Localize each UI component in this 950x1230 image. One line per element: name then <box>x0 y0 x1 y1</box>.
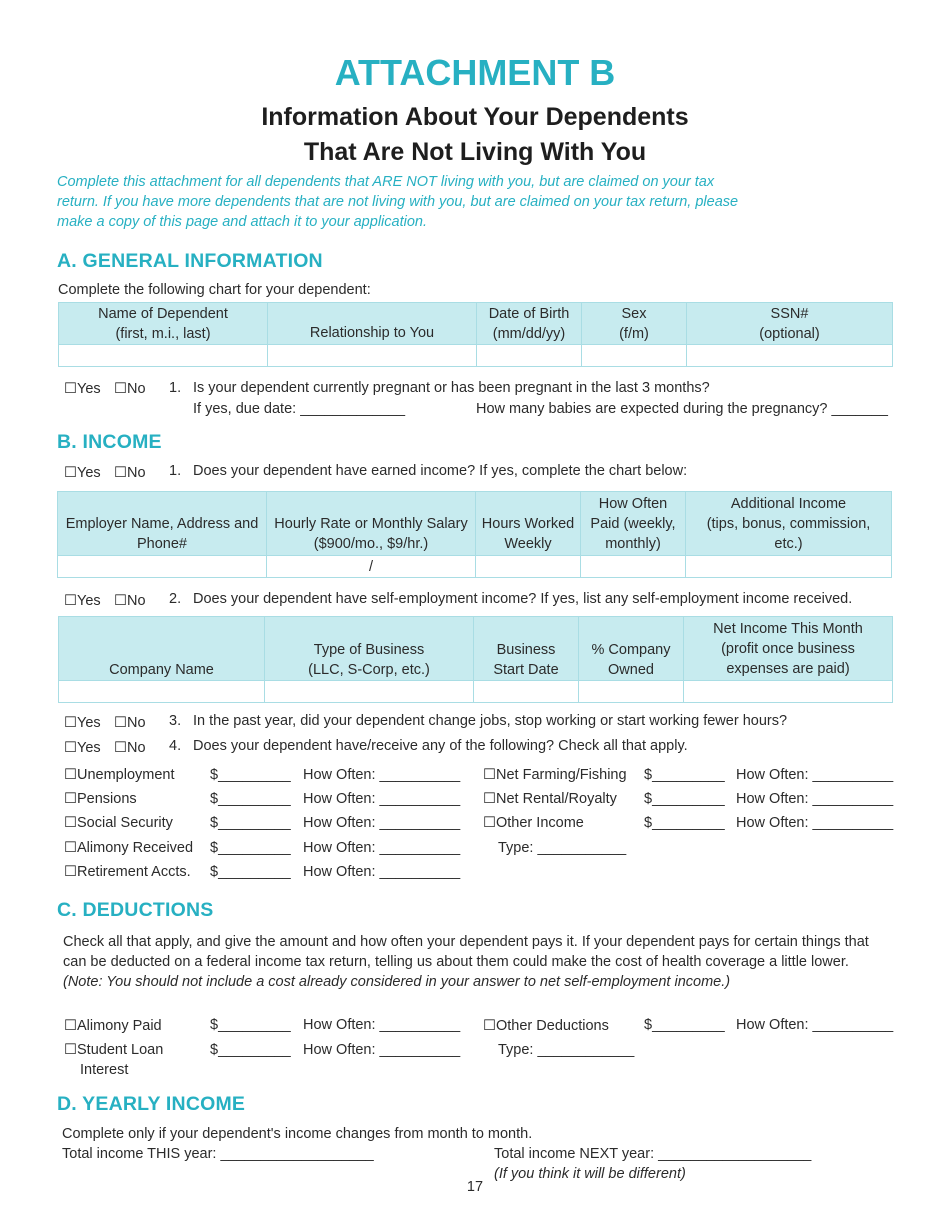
deductions-instructions: Check all that apply, and give the amount and how often your dependent pays it. If your dependent pays for certain things that can be deducted on a federal income tax return, telling us about them could make the cost of health coverage a little lower. (Note: You should not include a cost already considered in your answer to net self-employment income.) <box>63 934 869 990</box>
sex-cell[interactable] <box>582 345 687 367</box>
earned-income-table <box>57 491 892 578</box>
col-net-income: Net Income This Month (profit once business expenses are paid) <box>684 617 893 681</box>
other-income-checkbox[interactable]: ☐ Other Income <box>483 815 584 831</box>
b-q1-number: 1. <box>169 463 182 479</box>
col-employer: Employer Name, Address and Phone# <box>58 492 267 556</box>
how-often-cell[interactable] <box>581 556 686 578</box>
business-type-cell[interactable] <box>265 681 474 703</box>
a-q1-no-checkbox[interactable]: ☐ No <box>114 381 146 397</box>
dependent-info-table <box>58 302 893 367</box>
attachment-title: ATTACHMENT B <box>334 52 616 93</box>
section-d-heading: D. YEARLY INCOME <box>57 1093 246 1115</box>
alimony-received-amount[interactable]: $_________ <box>210 840 291 856</box>
deductions-note: (Note: You should not include a cost already considered in your answer to net self-employment income.) <box>63 974 731 990</box>
b-q1-yes-checkbox[interactable]: ☐ Yes <box>64 465 101 481</box>
pensions-how-often[interactable]: How Often: __________ <box>303 791 461 807</box>
other-deductions-type[interactable]: Type: ____________ <box>498 1042 635 1058</box>
a-q1-number: 1. <box>169 380 182 396</box>
page-number: 17 <box>466 1179 484 1195</box>
b-q4-question: Does your dependent have/receive any of the following? Check all that apply. <box>193 738 688 754</box>
alimony-paid-amount[interactable]: $_________ <box>210 1017 291 1033</box>
net-income-cell[interactable] <box>684 681 893 703</box>
social-security-how-often[interactable]: How Often: __________ <box>303 815 461 831</box>
social-security-amount[interactable]: $_________ <box>210 815 291 831</box>
retirement-accts-how-often[interactable]: How Often: __________ <box>303 864 461 880</box>
income-next-year-field[interactable]: Total income NEXT year: ___________________ <box>494 1146 812 1162</box>
dependent-name-cell[interactable] <box>59 345 268 367</box>
student-loan-label-line2: Interest <box>80 1062 129 1078</box>
b-q4-yes-checkbox[interactable]: ☐ Yes <box>64 740 101 756</box>
b-q3-question: In the past year, did your dependent change jobs, stop working or start working fewer hours? <box>193 713 788 729</box>
pensions-amount[interactable]: $_________ <box>210 791 291 807</box>
due-date-field[interactable]: If yes, due date: _____________ <box>193 401 406 417</box>
col-hours-worked: Hours Worked Weekly <box>476 492 581 556</box>
net-farming-how-often[interactable]: How Often: __________ <box>736 767 894 783</box>
page-subtitle-line2: That Are Not Living With You <box>303 138 647 166</box>
b-q1-question: Does your dependent have earned income? If yes, complete the chart below: <box>193 463 688 479</box>
unemployment-amount[interactable]: $_________ <box>210 767 291 783</box>
alimony-received-checkbox[interactable]: ☐ Alimony Received <box>64 840 193 856</box>
alimony-received-how-often[interactable]: How Often: __________ <box>303 840 461 856</box>
student-loan-amount[interactable]: $_________ <box>210 1042 291 1058</box>
other-income-amount[interactable]: $_________ <box>644 815 725 831</box>
net-farming-checkbox[interactable]: ☐ Net Farming/Fishing <box>483 767 627 783</box>
babies-expected-field[interactable]: How many babies are expected during the pregnancy? _______ <box>476 401 888 417</box>
intro-instructions: Complete this attachment for all dependents that ARE NOT living with you, but are claimed on your tax return. If you have more dependents that are not living with you, but are claimed on your tax return, please make a copy of this page and attach it to your application. <box>57 174 739 230</box>
relationship-cell[interactable] <box>268 345 477 367</box>
net-rental-checkbox[interactable]: ☐ Net Rental/Royalty <box>483 791 617 807</box>
col-sex: Sex (f/m) <box>582 303 687 345</box>
hours-cell[interactable] <box>476 556 581 578</box>
dob-cell[interactable] <box>477 345 582 367</box>
additional-income-cell[interactable] <box>686 556 892 578</box>
net-farming-amount[interactable]: $_________ <box>644 767 725 783</box>
next-year-note: (If you think it will be different) <box>494 1166 686 1182</box>
a-q1-question: Is your dependent currently pregnant or has been pregnant in the last 3 months? <box>193 380 710 396</box>
net-rental-how-often[interactable]: How Often: __________ <box>736 791 894 807</box>
page-subtitle-line1: Information About Your Dependents <box>261 103 689 131</box>
col-percent-owned: % Company Owned <box>579 617 684 681</box>
b-q4-number: 4. <box>169 738 182 754</box>
b-q4-no-checkbox[interactable]: ☐ No <box>114 740 146 756</box>
col-relationship: Relationship to You <box>268 303 477 345</box>
a-q1-yes-checkbox[interactable]: ☐ Yes <box>64 381 101 397</box>
b-q1-no-checkbox[interactable]: ☐ No <box>114 465 146 481</box>
col-type-of-business: Type of Business (LLC, S-Corp, etc.) <box>265 617 474 681</box>
percent-owned-cell[interactable] <box>579 681 684 703</box>
student-loan-how-often[interactable]: How Often: __________ <box>303 1042 461 1058</box>
rate-slash: / <box>368 558 374 575</box>
col-name-of-dependent: Name of Dependent (first, m.i., last) <box>59 303 268 345</box>
b-q2-question: Does your dependent have self-employment income? If yes, list any self-employment income received. <box>193 591 853 607</box>
other-income-how-often[interactable]: How Often: __________ <box>736 815 894 831</box>
section-d-lead: Complete only if your dependent's income changes from month to month. <box>62 1126 533 1142</box>
b-q2-no-checkbox[interactable]: ☐ No <box>114 593 146 609</box>
unemployment-checkbox[interactable]: ☐ Unemployment <box>64 767 175 783</box>
other-deductions-checkbox[interactable]: ☐ Other Deductions <box>483 1018 609 1034</box>
retirement-accts-checkbox[interactable]: ☐ Retirement Accts. <box>64 864 191 880</box>
net-rental-amount[interactable]: $_________ <box>644 791 725 807</box>
section-a-lead: Complete the following chart for your dependent: <box>58 282 371 298</box>
col-how-often-paid: How Often Paid (weekly, monthly) <box>581 492 686 556</box>
col-company-name: Company Name <box>59 617 265 681</box>
col-ssn: SSN# (optional) <box>687 303 893 345</box>
unemployment-how-often[interactable]: How Often: __________ <box>303 767 461 783</box>
col-business-start-date: Business Start Date <box>474 617 579 681</box>
b-q3-no-checkbox[interactable]: ☐ No <box>114 715 146 731</box>
ssn-cell[interactable] <box>687 345 893 367</box>
section-b-heading: B. INCOME <box>57 431 162 453</box>
employer-cell[interactable] <box>58 556 267 578</box>
col-date-of-birth: Date of Birth (mm/dd/yy) <box>477 303 582 345</box>
col-rate-salary: Hourly Rate or Monthly Salary ($900/mo., $9/hr.) <box>267 492 476 556</box>
section-a-heading: A. GENERAL INFORMATION <box>57 250 323 272</box>
student-loan-checkbox[interactable]: ☐ Student Loan <box>64 1042 163 1058</box>
income-this-year-field[interactable]: Total income THIS year: ___________________ <box>62 1146 374 1162</box>
alimony-paid-how-often[interactable]: How Often: __________ <box>303 1017 461 1033</box>
pensions-checkbox[interactable]: ☐ Pensions <box>64 791 137 807</box>
section-c-heading: C. DEDUCTIONS <box>57 899 214 921</box>
self-employment-table <box>58 616 893 703</box>
company-name-cell[interactable] <box>59 681 265 703</box>
b-q2-number: 2. <box>169 591 182 607</box>
other-income-type[interactable]: Type: ___________ <box>498 840 627 856</box>
rate-salary-cell[interactable] <box>267 556 476 578</box>
start-date-cell[interactable] <box>474 681 579 703</box>
alimony-paid-checkbox[interactable]: ☐ Alimony Paid <box>64 1018 162 1034</box>
retirement-accts-amount[interactable]: $_________ <box>210 864 291 880</box>
social-security-checkbox[interactable]: ☐ Social Security <box>64 815 173 831</box>
b-q3-yes-checkbox[interactable]: ☐ Yes <box>64 715 101 731</box>
other-deductions-amount[interactable]: $_________ <box>644 1017 725 1033</box>
b-q2-yes-checkbox[interactable]: ☐ Yes <box>64 593 101 609</box>
col-additional-income: Additional Income (tips, bonus, commission, etc.) <box>686 492 892 556</box>
other-deductions-how-often[interactable]: How Often: __________ <box>736 1017 894 1033</box>
b-q3-number: 3. <box>169 713 182 729</box>
